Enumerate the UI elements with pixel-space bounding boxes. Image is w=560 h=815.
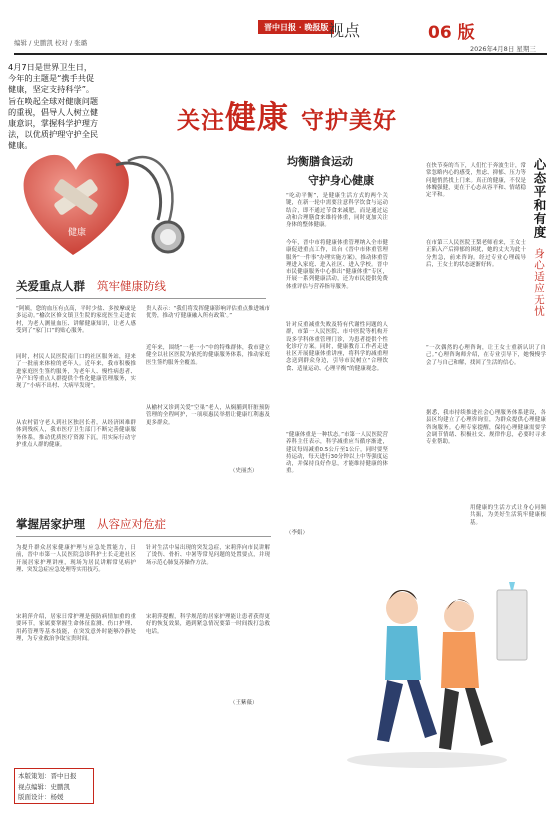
homecare-paragraph-3: 针对生活中易出现的突发急症，宋莉萍向市民讲解了烫伤、骨折、中暑等常见问题的处置要点，并现场示范心肺复苏操作方法。 [146, 545, 270, 566]
homecare-subhead: 从容应对危症 [97, 517, 167, 531]
edition-number: 06 版 [428, 23, 475, 43]
elderly-paragraph-2: 同时，村民人民医院南门口的社区服务站，迎来了一批前来体检的老年人。近年来，我市积极推进家庭医生签约服务，为老年人、慢性病患者、孕产妇等重点人群提供个性化健康管理服务，实现了“小病不出村、大病早发现”。 [16, 354, 136, 390]
mental-paragraph-2: 在市第三人民医院王梨老师看来，王女士正陷入产后抑郁的困扰，她的丈夫为此十分焦急，前来咨询。经过专业心理疏导后，王女士的状态逐渐好转。 [426, 240, 526, 268]
homecare-divider [16, 536, 271, 537]
homecare-paragraph-1: 为提升群众居家健康护理与应急处置能力，日前，晋中市第一人民医院急诊科护士长走进社区开展居家护理讲座，现场为居民讲解常见病护理、突发急症应急处理等实用技巧。 [16, 545, 136, 573]
elderly-subhead: 筑牢健康防线 [97, 279, 167, 293]
exercise-headline-1: 均衡膳食运动 [287, 155, 353, 168]
elderly-paragraph-3: 从农村留守老人到社区独居长者，从经济困难群体到残疾人，我市医疗卫生部门不断完善健康服务体系，推动优质医疗资源下沉，用实际行动守护重点人群的健康。 [16, 420, 136, 448]
editor-credits: 编辑 / 史鹏凯 校对 / 张璐 [14, 39, 88, 47]
runners-illustration [347, 560, 547, 770]
title-highlight: 健康 [225, 100, 289, 136]
homecare-paragraph-4: 宋莉萍提醒，科学规范的居家护理能让患者获得更好的恢复效果，遇到紧急情况要第一时间拨打急救电话。 [146, 614, 270, 635]
homecare-head: 掌握居家护理 [16, 517, 85, 531]
homecare-paragraph-2: 宋莉萍介绍，居家日常护理是预防病情加重的重要环节，家属要掌握生命体征监测、伤口护理、用药管理等基本技能，在突发意外时能够冷静处理，为专业救治争取宝贵时间。 [16, 614, 136, 642]
mental-paragraph-3: “一次偶然的心理咨询，让王女士重新认识了自己。”心理咨询师介绍，在专业引导下，她慢慢学会了与自己和解，找回了生活的信心。 [426, 345, 546, 366]
page-title [177, 92, 397, 137]
elderly-paragraph-1: “阿姨，您的血压有点高，平时少盐、多按摩或是多运动。”榆次区修文镇卫生院的家庭医生走进农村，为老人测量血压、讲解健康知识，让老人感受到了“家门口”的贴心服务。 [16, 306, 136, 334]
footer-line-3: 版面设计：杨媛 [18, 793, 64, 801]
homecare-credit: （王紫薇） [230, 700, 258, 706]
mental-paragraph-4: 据悉，我市持续推进社会心理服务体系建设，各县区均建立了心理咨询室，为群众提供心理健康咨询服务。心理专家提醒，保持心理健康需要学会调节情绪、积极社交、规律作息，必要时寻求专业帮助。 [426, 410, 546, 446]
title-post: 守护美好 [301, 107, 397, 134]
elderly-head: 关爱重点人群 [16, 279, 85, 293]
homecare-headline [16, 516, 166, 532]
issue-date: 2026年4月8日 星期三 [470, 45, 536, 53]
exercise-paragraph-2: 今年，晋中市将健康体重管理纳入全市健康促进重点工作，出台《晋中市体重管理服务“一件事”办理实施方案》，推动体重管理进入家庭、进入社区、进入学校。晋中市民健康服务中心推出“健康体重”专区，开展一系列健康活动，还为市民提供免费体重评估与营养指导服务。 [286, 240, 388, 290]
heart-stethoscope-illustration [8, 125, 188, 270]
elderly-credit: （史丽杰） [230, 468, 258, 474]
heart-label: 健康 [68, 228, 87, 238]
section-name: 视点 [328, 21, 361, 40]
mental-vertical-title-1: 心态平和有度 [532, 158, 547, 239]
footer-credits [14, 768, 94, 804]
title-pre: 关注 [177, 107, 225, 134]
elderly-paragraph-4: 贵人表示：“我们将发挥健康影响评估重点推进城市优势，推动‘疗健康融入所有政策’。” [146, 306, 270, 320]
intro-text: 4月7日是世界卫生日，今年的主题是“携手共促健康，坚定支持科学”。旨在唤起全球对健康问题的重视，倡导人人树立健康意识，掌握科学护理方法，以优质护理守护全民健康。 [8, 62, 99, 151]
elderly-paragraph-5: 近年来，围绕“一老一小”中的特殊群体，我市建立健全以社区医院为依托的健康服务体系，推动家庭医生签约服务全覆盖。 [146, 345, 270, 366]
footer-line-2: 视点编辑：史鹏凯 [18, 782, 70, 791]
mental-paragraph-5: 用健康的生活方式让身心同频共振，为美好生活筑牢健康根基。 [470, 505, 546, 526]
mental-paragraph-1: 在快节奏的当下，人们忙于奔波生计，常常忽略内心的感受，焦虑、抑郁、压力等问题悄然找上门来。真正的健康，不仅是体魄强健，更在于心态从容平和、情绪稳定平和。 [426, 163, 526, 199]
page-header [0, 0, 560, 53]
header-rule [14, 53, 547, 55]
exercise-paragraph-3: 针对反重减重失败及特有代谢性问题的人群，市第一人民医院、市中医院等机构开设多学科体重管理门诊，为患者提供个性化诊疗方案。同时，健康教育工作者走进社区开展健康体重讲座，将科学的减重理念送到群众身边，引导市民树立“合理饮食、适量运动、心理平衡”的健康观念。 [286, 322, 388, 372]
elderly-divider [16, 298, 266, 299]
exercise-credit: （李娟） [286, 530, 308, 536]
exercise-paragraph-1: “吃动平衡”，是健康生活方式的两个关键，在新一轮中需要注意科学饮食与运动结合，即不通过节食来减肥，而是通过运动和合理膳食来维持体重，同时更加关注身体的整体健康。 [286, 193, 388, 229]
newspaper-brand: 晋中日报 · 晚报版 [258, 20, 334, 34]
footer-line-1: 本版策划：晋中日报 [18, 772, 77, 780]
exercise-headline-2: 守护身心健康 [308, 174, 374, 187]
mental-vertical-title-2: 身心适应无忧 [533, 248, 545, 317]
elderly-headline [16, 278, 166, 294]
elderly-paragraph-6: 从榆村又诊到关爱“空巢”老人，从焖脯到肝脏预防管理的全程呵护，一项项惠民举措让健康红利惠及更多群众。 [146, 405, 270, 426]
exercise-paragraph-4: “健康体重是一种状态。”市第一人民医院营养科主任表示，科学减重应当循序渐进，建议每周减重0.5公斤至1公斤，同时要坚持运动，每天进行30分钟以上中等强度运动，并保持良好作息，才能维持健康的体重。 [286, 432, 388, 475]
